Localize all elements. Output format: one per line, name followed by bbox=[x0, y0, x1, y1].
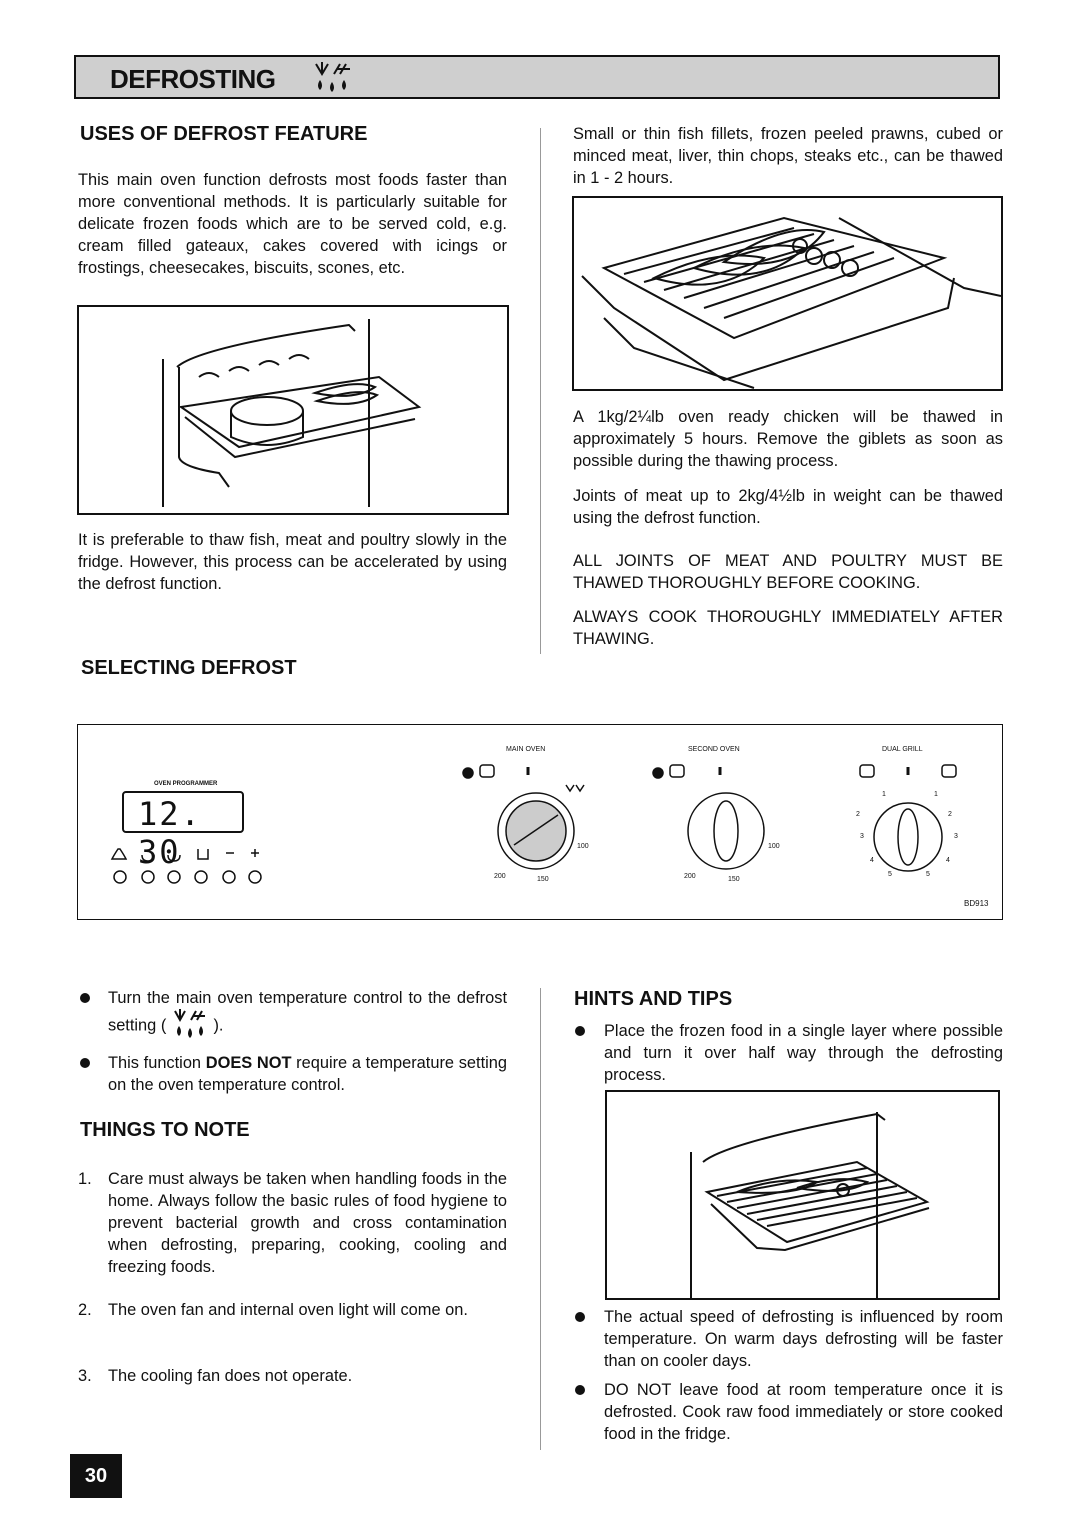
joints-paragraph: Joints of meat up to 2kg/4½lb in weight can be thawed using the defrost function. bbox=[573, 487, 1003, 527]
grill-right-5: 5 bbox=[926, 871, 930, 878]
clock-display bbox=[122, 791, 244, 871]
chicken-paragraph: A 1kg/2¼lb oven ready chicken will be thawed in approximately 5 hours. Remove the giblets as soon as possible during the thawing process. bbox=[573, 408, 1003, 470]
second-oven-label: SECOND OVEN bbox=[688, 746, 740, 753]
selecting-bullet-2 bbox=[108, 1052, 507, 1096]
defrost-setting-icon bbox=[171, 1009, 209, 1043]
bullet-dot bbox=[575, 1026, 585, 1036]
note-item-2: The oven fan and internal oven light will come on. bbox=[108, 1301, 468, 1319]
bullet-dot bbox=[575, 1312, 585, 1322]
bullet-2-text: This function bbox=[108, 1054, 206, 1072]
grill-left-5: 5 bbox=[888, 871, 892, 878]
bullet-1-close: ). bbox=[213, 1016, 224, 1035]
bullet-2-rest: require a temperature setting on the oven temperature control. bbox=[108, 1054, 507, 1094]
hint-item-1: Place the frozen food in a single layer where possible and turn it over half way through the defrosting process. bbox=[604, 1022, 1003, 1084]
grill-right-3: 3 bbox=[954, 833, 958, 840]
stop-icon bbox=[168, 855, 180, 861]
column-divider bbox=[540, 988, 541, 1450]
second-temp-100: 100 bbox=[768, 843, 780, 850]
grill-right-4: 4 bbox=[946, 857, 950, 864]
title-bar bbox=[74, 55, 1000, 99]
hints-heading: HINTS AND TIPS bbox=[574, 988, 733, 1010]
note-number: 3. bbox=[78, 1367, 92, 1385]
note-number: 1. bbox=[78, 1170, 92, 1188]
programmer-label: OVEN PROGRAMMER bbox=[154, 781, 218, 787]
plus-icon bbox=[251, 849, 259, 857]
food-on-grill-illustration bbox=[605, 1090, 1000, 1300]
main-oven-label: MAIN OVEN bbox=[506, 746, 546, 753]
things-heading: THINGS TO NOTE bbox=[80, 1119, 250, 1141]
dual-grill-label: DUAL GRILL bbox=[882, 746, 923, 753]
main-temp-100: 100 bbox=[577, 843, 589, 850]
note-item-3: The cooling fan does not operate. bbox=[108, 1367, 353, 1385]
hand-icon bbox=[198, 849, 208, 859]
cook-warning: ALWAYS COOK THOROUGHLY IMMEDIATELY AFTER THAWING. bbox=[573, 608, 1003, 648]
control-panel-diagram bbox=[77, 724, 1003, 920]
bullet-dot bbox=[575, 1385, 585, 1395]
grill-right-2: 2 bbox=[948, 811, 952, 818]
second-temp-200: 200 bbox=[684, 873, 696, 880]
bullet-dot bbox=[80, 993, 90, 1003]
grill-left-4: 4 bbox=[870, 857, 874, 864]
grill-left-2: 2 bbox=[856, 811, 860, 818]
grill-right-1: 1 bbox=[934, 791, 938, 798]
hint-item-2: The actual speed of defrosting is influenced by room temperature. On warm days defrosting will be faster than on cooler days. bbox=[604, 1308, 1003, 1370]
uses-heading: USES OF DEFROST FEATURE bbox=[80, 123, 368, 145]
diagram-code: BD913 bbox=[964, 899, 989, 908]
main-temp-150: 150 bbox=[537, 876, 549, 883]
defrost-symbol-icon bbox=[312, 60, 352, 98]
poultry-warning: ALL JOINTS OF MEAT AND POULTRY MUST BE THAWED THOROUGHLY BEFORE COOKING. bbox=[573, 552, 1003, 592]
bullet-dot bbox=[80, 1058, 90, 1068]
second-temp-150: 150 bbox=[728, 876, 740, 883]
note-number: 2. bbox=[78, 1301, 92, 1319]
selecting-heading: SELECTING DEFROST bbox=[81, 657, 297, 679]
fish-on-grill-illustration bbox=[572, 196, 1003, 391]
uses-paragraph: This main oven function defrosts most foods faster than more conventional methods. It is particularly suitable for delicate frozen foods which are to be served cold, e.g. cream filled gateaux, cakes covered with icings or frostings, cheesecakes, biscuits, scones, etc. bbox=[78, 171, 507, 277]
page-title: DEFROSTING bbox=[110, 64, 276, 94]
selecting-bullet-1 bbox=[108, 987, 507, 1043]
note-item-1: Care must always be taken when handling foods in the home. Always follow the basic rules of food hygiene to prevent bacterial growth and cross contamination when defrosting, preparing, cooking, cooling and freezing foods. bbox=[108, 1170, 507, 1276]
bell-icon bbox=[112, 849, 126, 859]
page-number: 30 bbox=[70, 1454, 122, 1498]
fish-paragraph: Small or thin fish fillets, frozen peeled prawns, cubed or minced meat, liver, thin chops, steaks etc., can be thawed in 1 - 2 hours. bbox=[573, 125, 1003, 187]
hint-item-3: DO NOT leave food at room temperature once it is defrosted. Cook raw food immediately or store cooked food in the fridge. bbox=[604, 1381, 1003, 1443]
bullet-1-text: Turn the main oven temperature control to the defrost setting ( bbox=[108, 989, 507, 1035]
bullet-2-emphasis: DOES NOT bbox=[205, 1054, 292, 1072]
cake-on-tray-illustration bbox=[77, 305, 509, 515]
main-temp-200: 200 bbox=[494, 873, 506, 880]
thaw-paragraph: It is preferable to thaw fish, meat and poultry slowly in the fridge. However, this process can be accelerated by using the defrost function. bbox=[78, 531, 507, 593]
clock-readout: 12. 30 bbox=[138, 795, 202, 871]
duration-icon bbox=[142, 855, 154, 861]
grill-left-3: 3 bbox=[860, 833, 864, 840]
grill-left-1: 1 bbox=[882, 791, 886, 798]
column-divider bbox=[540, 128, 541, 654]
